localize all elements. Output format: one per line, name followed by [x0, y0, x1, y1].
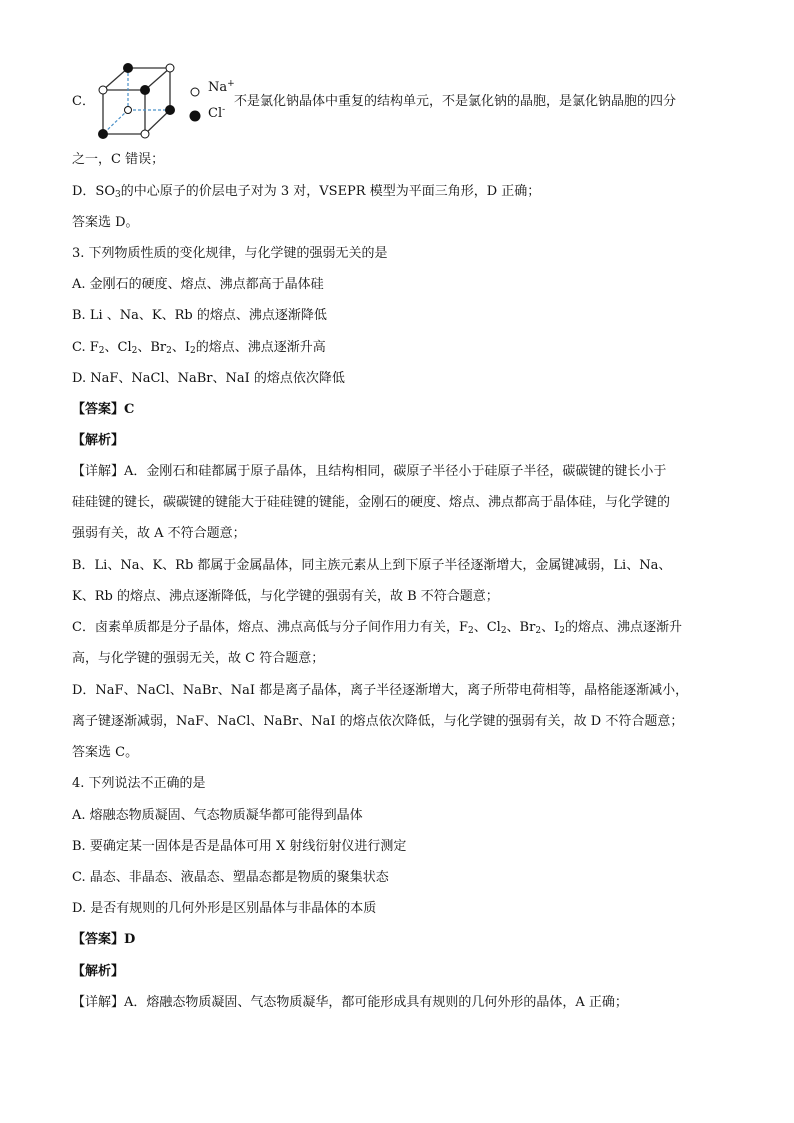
q4-analysis-heading: 【解析】: [72, 964, 125, 979]
q3-detail-line: B．Li、Na、K、Rb 都属于金属晶体，同主族元素从上到下原子半径逐渐增大，金属键减弱，Li、Na、: [72, 558, 672, 573]
q3-detail-line: 高，与化学键的强弱无关，故 C 符合题意；: [72, 651, 325, 666]
q3-detail-line: 【详解】A．金刚石和硅都属于原子晶体，且结构相同，碳原子半径小于硅原子半径，碳碳键的键长小于: [72, 464, 667, 479]
option-d-explanation: D．$SO_3$的中心原子的价层电子对为 3 对，VSEPR 模型为平面三角形，D 正确；: [72, 184, 541, 200]
na-legend-icon: [189, 86, 201, 98]
q4-option-b: B. 要确定某一固体是否是晶体可用 X 射线衍射仪进行测定: [72, 839, 407, 854]
cube-hidden-edges: [103, 68, 170, 134]
q3-option-d: D. NaF、NaCl、NaBr、NaI 的熔点依次降低: [72, 371, 345, 386]
cl-ion: [140, 85, 150, 95]
option-c-letter: C．: [72, 94, 95, 109]
cl-ion: [123, 63, 133, 73]
cl-legend-label: Cl-: [208, 105, 226, 121]
cl-legend-icon: [188, 109, 202, 123]
q3-detail-line: D．NaF、NaCl、NaBr、NaI 都是离子晶体，离子半径逐渐增大，离子所带电荷相等，晶格能逐渐减小，: [72, 683, 689, 698]
option-c-text-cont: 之一，C 错误；: [72, 152, 165, 167]
q4-option-d: D. 是否有规则的几何外形是区别晶体与非晶体的本质: [72, 901, 377, 916]
answer-choose-c: 答案选 C。: [72, 745, 139, 760]
q3-answer: 【答案】C: [72, 402, 135, 417]
answer-choose-d: 答案选 D。: [72, 215, 139, 230]
q3-option-b: B. Li 、Na、K、Rb 的熔点、沸点逐渐降低: [72, 308, 327, 323]
na-ion: [99, 86, 107, 94]
q3-detail-line: 强弱有关，故 A 不符合题意；: [72, 526, 246, 541]
q3-option-c: C. $F_2$、$Cl_2$、$Br_2$、$I_2$的熔点、沸点逐渐升高: [72, 340, 326, 356]
q3-detail-line: C．卤素单质都是分子晶体，熔点、沸点高低与分子间作用力有关，$F_2$、$Cl_2$、$Br_2$、$I_2$的熔点、沸点逐渐升: [72, 620, 682, 636]
nacl-cube-figure: [93, 58, 183, 142]
q3-option-a: A. 金刚石的硬度、熔点、沸点都高于晶体硅: [72, 277, 324, 292]
q3-analysis-heading: 【解析】: [72, 433, 125, 448]
q4-detail-line: 【详解】A．熔融态物质凝固、气态物质凝华，都可能形成具有规则的几何外形的晶体，A 正确；: [72, 995, 628, 1010]
na-ion: [125, 107, 132, 114]
cl-ion: [98, 129, 108, 139]
q3-detail-line: 离子键逐渐减弱，NaF、NaCl、NaBr、NaI 的熔点依次降低，与化学键的强弱有关，故 D 不符合题意；: [72, 714, 684, 729]
q4-answer: 【答案】D: [72, 932, 136, 947]
cl-ion: [165, 105, 175, 115]
q3-detail-line: 硅硅键的键长，碳碳键的键能大于硅硅键的键能，金刚石的硬度、熔点、沸点都高于晶体硅，与化学键的: [72, 495, 671, 510]
q4-option-a: A. 熔融态物质凝固、气态物质凝华都可能得到晶体: [72, 808, 363, 823]
na-ion: [166, 64, 174, 72]
option-c-text: 不是氯化钠晶体中重复的结构单元，不是氯化钠的晶胞，是氯化钠晶胞的四分: [234, 94, 677, 109]
na-legend-label: Na+: [208, 79, 235, 95]
q4-stem: 4. 下列说法不正确的是: [72, 776, 206, 791]
q3-stem: 3. 下列物质性质的变化规律，与化学键的强弱无关的是: [72, 246, 388, 261]
q3-detail-line: K、Rb 的熔点、沸点逐渐降低，与化学键的强弱有关，故 B 不符合题意；: [72, 589, 499, 604]
q4-option-c: C. 晶态、非晶态、液晶态、塑晶态都是物质的聚集状态: [72, 870, 389, 885]
na-ion: [141, 130, 149, 138]
